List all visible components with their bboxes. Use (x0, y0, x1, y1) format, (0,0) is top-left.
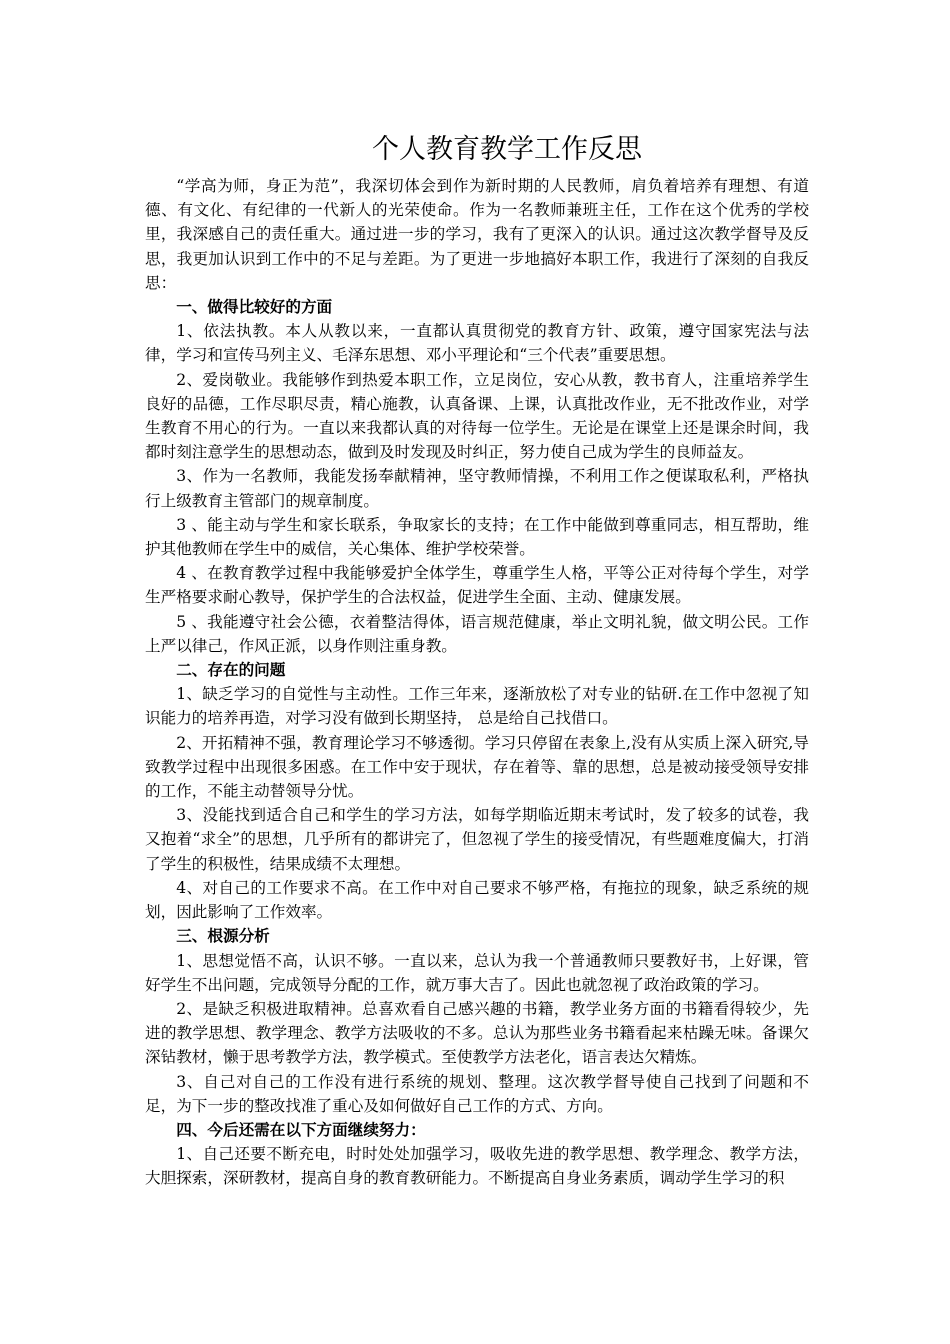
section-paragraph: 1、思想觉悟不高，认识不够。一直以来，总认为我一个普通教师只要教好书，上好课，管好学生不出问题，完成领导分配的工作，就万事大吉了。因此也就忽视了政治政策的学习。 (145, 951, 809, 994)
section-strengths (145, 295, 809, 658)
section-heading: 一、做得比较好的方面 (176, 297, 333, 317)
section-paragraph: 5 、我能遵守社会公德，衣着整洁得体，语言规范健康，举止文明礼貌，做文明公民。工作上严以律己，作风正派，以身作则注重身教。 (145, 612, 809, 655)
intro-paragraph: “学高为师，身正为范”，我深切体会到作为新时期的人民教师，肩负着培养有理想、有道德、有文化、有纪律的一代新人的光荣使命。作为一名教师兼班主任，工作在这个优秀的学校里，我深感自己的责任重大。通过进一步的学习，我有了更深入的认识。通过这次教学督导及反思，我更加认识到工作中的不足与差距。为了更进一步地搞好本职工作，我进行了深刻的自我反思： (145, 177, 809, 292)
section-paragraph: 1、自己还要不断充电，时时处处加强学习，吸收先进的教学思想、教学理念、教学方法，大胆探索，深研教材，提高自身的教育教研能力。不断提高自身业务素质，调动学生学习的积 (145, 1145, 809, 1188)
section-paragraph: 1、依法执教。本人从教以来，一直都认真贯彻党的教育方针、政策，遵守国家宪法与法律，学习和宣传马列主义、毛泽东思想、邓小平理论和“三个代表”重要思想。 (145, 322, 809, 365)
section-paragraph: 3、自己对自己的工作没有进行系统的规划、整理。这次教学督导使自己找到了问题和不足，为下一步的整改找准了重心及如何做好自己工作的方式、方向。 (145, 1072, 809, 1115)
section-paragraph: 3、作为一名教师，我能发扬奉献精神，坚守教师情操，不利用工作之便谋取私利，严格执行上级教育主管部门的规章制度。 (145, 467, 809, 510)
document-page (145, 126, 809, 1191)
section-future-efforts (145, 1118, 809, 1191)
section-paragraph: 3 、能主动与学生和家长联系，争取家长的支持；在工作中能做到尊重同志，相互帮助，维护其他教师在学生中的威信，关心集体、维护学校荣誉。 (145, 515, 809, 559)
section-root-causes (145, 924, 809, 1118)
section-heading: 二、存在的问题 (176, 660, 286, 680)
section-heading: 四、今后还需在以下方面继续努力： (176, 1119, 426, 1139)
section-paragraph: 2、爱岗敬业。我能够作到热爱本职工作，立足岗位，安心从教，教书育人，注重培养学生良好的品德，工作尽职尽责，精心施教，认真备课、上课，认真批改作业，无不批改作业，对学生教育不用心的行为。一直以来我都认真的对待每一位学生。无论是在课堂上还是课余时间，我都时刻注意学生的思想动态，做到及时发现及时纠正，努力使自己成为学生的良师益友。 (145, 370, 809, 462)
section-problems (145, 658, 809, 924)
section-paragraph: 2、开拓精神不强，教育理论学习不够透彻。学习只停留在表象上,没有从实质上深入研究,导致教学过程中出现很多困惑。在工作中安于现状，存在着等、靠的思想，总是被动接受领导安排的工作，不能主动替领导分忧。 (145, 733, 809, 801)
section-heading: 三、根源分析 (176, 926, 270, 946)
section-paragraph: 4、对自己的工作要求不高。在工作中对自己要求不够严格，有拖拉的现象，缺乏系统的规划，因此影响了工作效率。 (145, 878, 809, 922)
section-paragraph: 3、没能找到适合自己和学生的学习方法，如每学期临近期末考试时，发了较多的试卷，我又抱着“求全”的思想，几乎所有的都讲完了，但忽视了学生的接受情况，有些题难度偏大，打消了学生的积极性，结果成绩不太理想。 (145, 806, 809, 873)
section-paragraph: 2、是缺乏积极进取精神。总喜欢看自己感兴趣的书籍，教学业务方面的书籍看得较少，先进的教学思想、教学理念、教学方法吸收的不多。总认为那些业务书籍看起来枯躁无味。备课欠深钻教材，懒于思考教学方法，教学模式。至使教学方法老化，语言表达欠精炼。 (145, 999, 809, 1067)
section-paragraph: 4 、在教育教学过程中我能够爱护全体学生，尊重学生人格，平等公正对待每个学生，对学生严格要求耐心教导，保护学生的合法权益，促进学生全面、主动、健康发展。 (145, 564, 809, 607)
document-title: 个人教育教学工作反思 (372, 134, 642, 165)
section-paragraph: 1、缺乏学习的自觉性与主动性。工作三年来，逐渐放松了对专业的钻研.在工作中忽视了知识能力的培养再造，对学习没有做到长期坚持， 总是给自己找借口。 (145, 685, 809, 728)
